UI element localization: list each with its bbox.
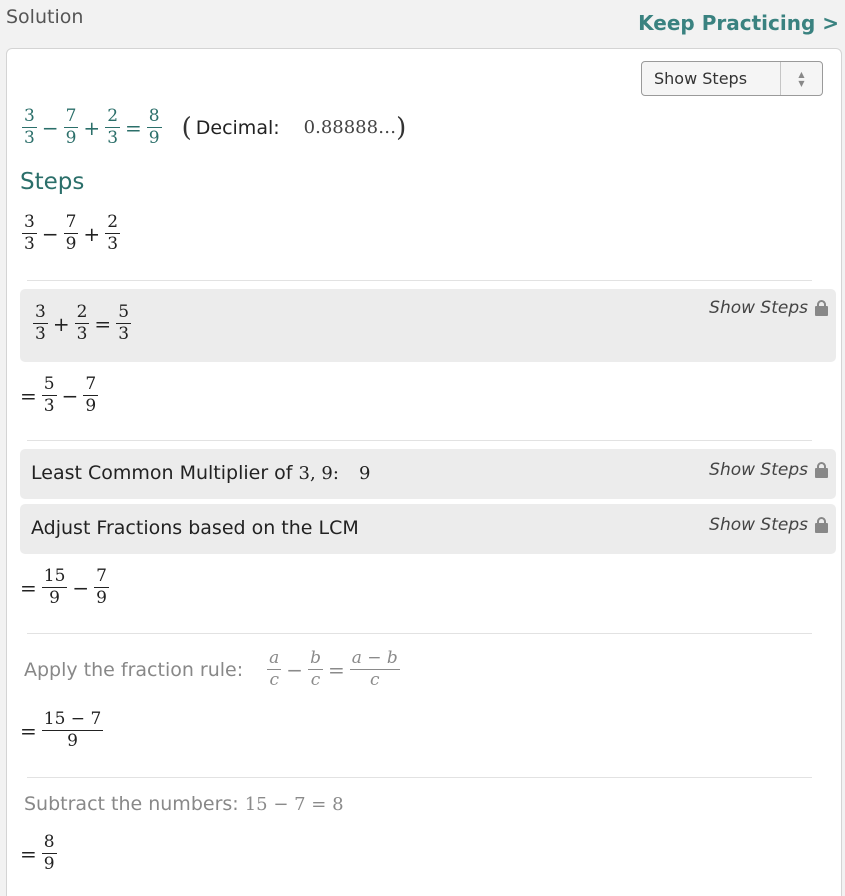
lock-icon [815,462,828,478]
show-steps-select[interactable] [641,61,823,96]
show-steps-label: Show Steps [709,460,808,480]
operator: = [125,115,142,140]
fraction: $\frac{8}{9}$ [43,832,55,874]
fraction: $\frac{15}{9}$ [43,566,66,608]
fraction: $\frac{2}{3}$ [76,302,88,344]
adjust-text [31,517,359,539]
fraction: $\frac{3}{3}$ [24,106,35,148]
fraction: $\frac{7}{9}$ [96,566,107,608]
rule-formula [265,649,402,690]
operator: − [41,115,59,140]
fraction: $\frac{8}{9}$ [148,106,160,148]
lcm-value: 9 [358,462,371,484]
select-arrows-icon: ▲ ▼ [780,62,822,95]
start-expression [20,213,122,254]
lcm-args: 3, 9: [298,462,339,484]
rule-label: Apply the fraction rule: [24,658,244,681]
fraction: $\frac{2}{3}$ [107,212,119,254]
operator: + [52,311,70,336]
adjust-label: Adjust Fractions based on the LCM [31,517,359,539]
divider [27,280,812,281]
subtract-label: Subtract the numbers: [24,793,239,815]
operator: + [83,221,101,246]
substep-adjust-fractions [20,504,836,554]
lcm-label: Least Common Multiplier of [31,462,293,484]
equals-sign: = [20,718,37,743]
substep-add-fractions [20,289,836,362]
result-equation [20,107,406,148]
equals-sign: = [20,841,37,866]
step-result-2 [20,567,111,608]
operator: = [327,657,345,682]
divider [27,633,812,634]
fraction: $\frac{2}{3}$ [107,106,119,148]
solution-panel [6,48,842,896]
show-steps-select-value: Show Steps [654,69,748,88]
fraction: $\frac{7}{9}$ [65,106,77,148]
show-steps-link[interactable] [709,460,828,480]
fraction: $\frac{a - b}{c}$ [351,648,398,690]
divider [27,440,812,441]
fraction: $\frac{7}{9}$ [85,374,97,416]
show-steps-label: Show Steps [709,515,808,535]
fraction-rule [24,649,402,690]
subtract-numbers [24,793,344,815]
keep-practicing-link[interactable]: Keep Practicing > [638,11,839,35]
fraction: $\frac{3}{3}$ [35,302,46,344]
decimal-label: Decimal: [195,116,280,139]
lock-icon [815,300,828,316]
operator: = [94,311,112,336]
operator: − [286,657,304,682]
operator: − [61,383,79,408]
solution-title: Solution [6,6,84,28]
fraction: $\frac{7}{9}$ [65,212,77,254]
show-steps-link[interactable] [709,298,828,318]
operator: − [41,221,59,246]
fraction: $\frac{3}{3}$ [24,212,35,254]
lock-icon [815,517,828,533]
show-steps-link[interactable] [709,515,828,535]
lcm-text [31,462,370,484]
operator: + [83,115,101,140]
operator: − [72,575,90,600]
substep-equation [31,303,133,344]
fraction: $\frac{5}{3}$ [43,374,55,416]
decimal-value: ( Decimal: 0.88888… ) [181,112,407,143]
fraction: $\frac{15 - 7}{9}$ [43,709,102,751]
step-result-3 [20,710,105,751]
equals-sign: = [20,575,37,600]
fraction: $\frac{b}{c}$ [310,648,321,690]
steps-heading: Steps [20,169,85,195]
step-result-1 [20,375,100,416]
substep-lcm [20,449,836,499]
equals-sign: = [20,383,37,408]
decimal-number: 0.88888… [303,117,397,138]
fraction: $\frac{5}{3}$ [118,302,130,344]
subtract-expression: 15 − 7 = 8 [244,793,344,815]
final-result [20,833,59,874]
show-steps-label: Show Steps [709,298,808,318]
fraction: $\frac{a}{c}$ [269,648,280,690]
divider [27,777,812,778]
